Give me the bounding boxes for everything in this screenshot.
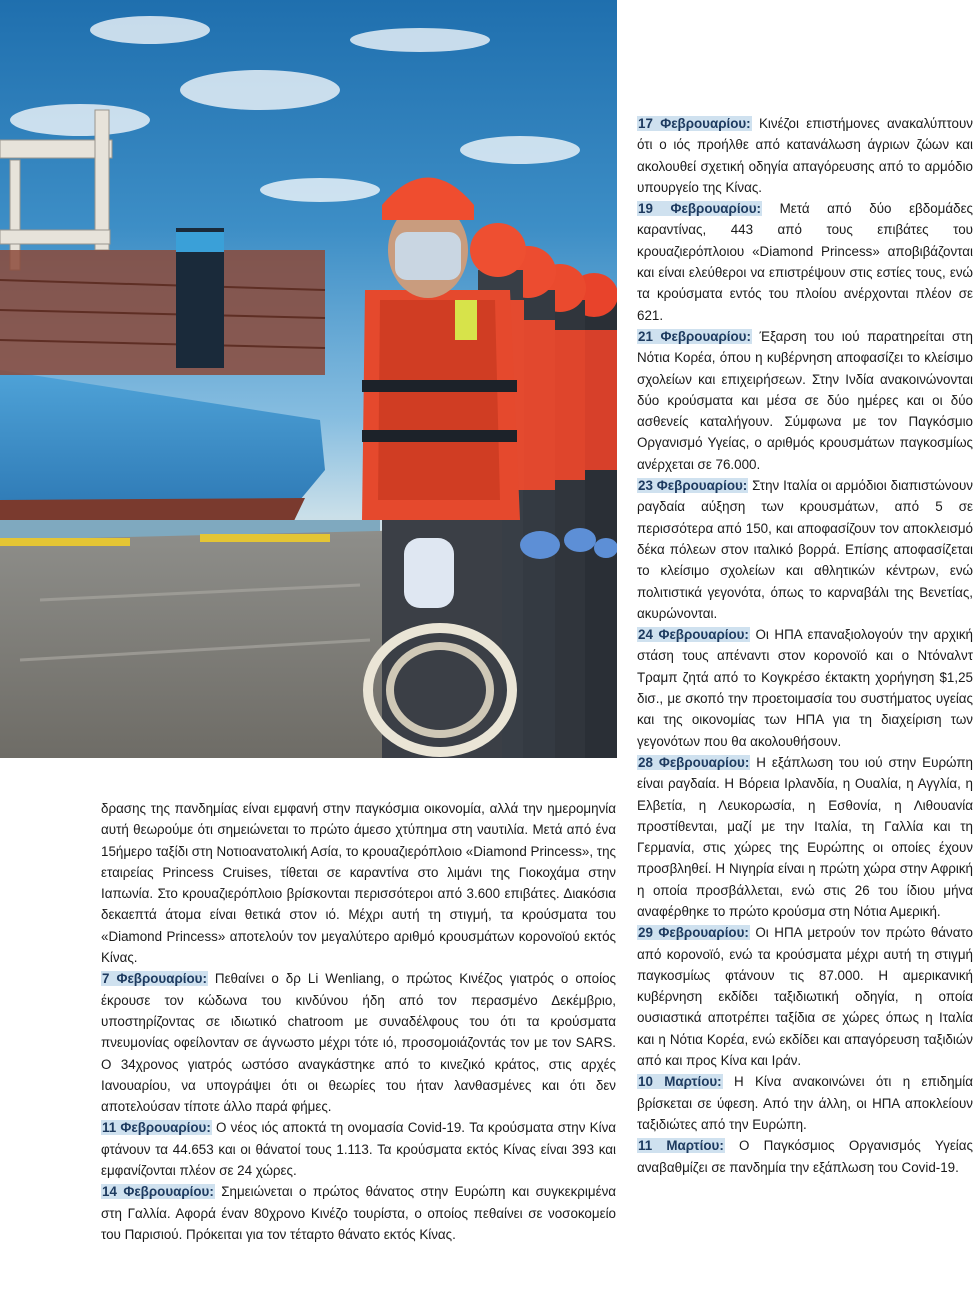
timeline-entry xyxy=(637,475,973,624)
entry-date: 29 Φεβρουαρίου: xyxy=(638,925,749,941)
timeline-entry xyxy=(637,922,973,1071)
timeline-entry xyxy=(637,113,973,198)
timeline-entry xyxy=(101,1117,616,1181)
port-workers-photo xyxy=(0,0,617,758)
entry-text: Σημειώνεται ο πρώτος θάνατος στην Ευρώπη και συγκεκριμένα στη Γαλλία. Αφορά έναν 80χρονο Κινέζο τουρίστα, ο οποίος πεθαίνει σε νοσοκομείο του Παρισιού. Πρόκειται για τον τέταρτο θάνατο εκτός Κίνας. xyxy=(101,1184,617,1242)
entry-text: Οι ΗΠΑ επαναξιολογούν την αρχική στάση τους απέναντι στον κορονοϊό και ο Ντόναλντ Τραμπ ζητά από το Κογκρέσο έκτακτη χορήγηση $1,25 δισ., με σκοπό την προετοιμασία του συστήματος υγείας και της οικονομίας των ΗΠΑ για τη διαχείριση των γεγονότων που θα ακολουθήσουν. xyxy=(637,627,973,749)
entry-date: 21 Φεβρουαρίου: xyxy=(638,328,751,344)
entry-text: Μετά από δύο εβδομάδες καραντίνας, 443 από τους επιβάτες του κρουαζιερόπλοιου «Diamond Princess» αποβιβάζονται και είναι ελεύθεροι να επιστρέψουν στις εστίες τους, ενώ τα κρούσματα εντός του πλοίου ανέρχονται πλέον σε 621. xyxy=(637,201,973,323)
intro-paragraph: δρασης της πανδημίας είναι εμφανή στην παγκόσμια οικονομία, αλλά την ημερομηνία αυτή θεωρούμε ότι σημειώνεται το πρώτο άμεσο χτύπημα στη ναυτιλία. Μετά από ένα 15ήμερο ταξίδι στη Νοτιοανατολική Ασία, το κρουαζιερόπλοιο «Diamond Princess», της εταιρείας Princess Cruises, τίθεται σε καραντίνα στο λιμάνι της Γιοκοχάμα στην Ιαπωνία. Στο κρουαζιερόπλοιο βρίσκονται περισσότεροι από 3.600 επιβάτες. Διακόσια δεκαεπτά άτομα είναι θετικά στον ιό. Μέχρι αυτή τη στιγμή, τα κρούσματα του «Diamond Princess» αποτελούν τον μεγαλύτερο αριθμό κρουσμάτων κορονοϊού εκτός Κίνας. xyxy=(101,801,616,966)
entry-text: Στην Ιταλία οι αρμόδιοι διαπιστώνουν ραγδαία αύξηση των κρουσμάτων, από 5 σε περισσότερα από 150, και αποφασίζουν τον αποκλεισμό δέκα πόλεων στον ιταλικό βορρά. Επίσης αποφασίζεται το κλείσιμο σχολείων και αθλητικών κέντρων, ενώ πολιτιστικά γεγονότα, όπως το καρναβάλι της Βενετίας, ακυρώνονται. xyxy=(637,478,973,621)
timeline-entry xyxy=(637,624,973,752)
timeline-entry xyxy=(637,1135,973,1178)
timeline-entry xyxy=(637,198,973,326)
photo-illustration xyxy=(0,0,617,758)
containers xyxy=(0,250,325,375)
timeline-entry xyxy=(101,968,616,1117)
entry-date: 10 Μαρτίου: xyxy=(638,1074,722,1090)
entry-date: 7 Φεβρουαρίου: xyxy=(102,971,207,987)
entry-text: Έξαρση του ιού παρατηρείται στη Νότια Κορέα, όπου η κυβέρνηση αποφασίζει το κλείσιμο σχολείων και επιχειρήσεων. Στην Ινδία ανακοινώνονται δύο κρούσματα και μέσα σε δύο ημέρες και οι δύο ασθενείς καταλήγουν. Σύμφωνα με τον Παγκόσμιο Οργανισμό Υγείας, ο αριθμός κρουσμάτων παγκοσμίως ανέρχεται σε 76.000. xyxy=(637,328,973,472)
timeline-entry xyxy=(101,1181,616,1245)
left-text-column xyxy=(101,798,616,1245)
timeline-entry xyxy=(637,1071,973,1135)
timeline-entry xyxy=(637,752,973,922)
entry-text: Ο Παγκόσμιος Οργανισμός Υγείας αναβαθμίζει σε πανδημία την εξάπλωση του Covid-19. xyxy=(637,1138,973,1175)
entry-text: Κινέζοι επιστήμονες ανακαλύπτουν ότι ο ιός προήλθε από κατανάλωση άγριων ζώων και ακολουθεί σχετική οδηγία απαγόρευσης από το αρμόδιο υπουργείο της Κίνας. xyxy=(637,116,973,195)
workers xyxy=(362,178,617,759)
entry-date: 14 Φεβρουαρίου: xyxy=(102,1184,214,1200)
ship-hull xyxy=(0,370,325,520)
entry-text: Οι ΗΠΑ μετρούν τον πρώτο θάνατο από κορονοϊό, ενώ τα κρούσματα μέχρι αυτή τη στιγμή παγκοσμίως φτάνουν τις 87.000. Η αμερικανική κυβέρνηση εκδίδει ταξιδιωτική οδηγία, η οποία ουσιαστικά αποτρέπει ταξίδια σε χώρες όπως η Ιταλία και η Νότια Κορέα, ενώ εκδίδει και απαγόρευση ταξιδιών από και προς Κίνα και Ιράν. xyxy=(637,925,973,1069)
dock xyxy=(0,530,420,758)
entry-text: Πεθαίνει ο δρ Li Wenliang, ο πρώτος Κινέζος γιατρός ο οποίος έκρουσε τον κώδωνα του κινδύνου ήδη από τον περασμένο Δεκέμβριο, υποστηρίζοντας σε ιδιωτικό chatroom με συναδέλφους του ότι τα κρούσματα πνευμονίας οφείλονταν σε άγνωστο μέχρι τότε ιό, προσομοιάζοντάς τον με τον SARS. Ο 34χρονος γιατρός ωστόσο αναγκάστηκε από το κινεζικό κράτος, στις αρχές Ιανουαρίου, να υπογράψει ότι οι θεωρίες του ήταν λανθασμένες και ότι δεν αποτελούσαν τίποτε άλλο παρά φήμες. xyxy=(101,971,616,1115)
entry-date: 19 Φεβρουαρίου: xyxy=(638,201,761,217)
entry-date: 28 Φεβρουαρίου: xyxy=(638,754,750,770)
entry-date: 11 Φεβρουαρίου: xyxy=(102,1120,211,1136)
right-text-column xyxy=(637,113,973,1178)
entry-date: 23 Φεβρουαρίου: xyxy=(638,478,748,494)
entry-text: Η Κίνα ανακοινώνει ότι η επιδημία βρίσκεται σε ύφεση. Από την άλλη, οι ΗΠΑ αποκλείουν ταξιδιώτες από την Ευρώπη. xyxy=(637,1074,974,1132)
entry-date: 17 Φεβρουαρίου: xyxy=(638,116,751,131)
timeline-entry xyxy=(637,326,973,475)
entry-date: 11 Μαρτίου: xyxy=(638,1138,724,1154)
entry-text: Ο νέος ιός αποκτά τη ονομασία Covid-19. Τα κρούσματα στην Κίνα φτάνουν τα 44.653 και οι θάνατοί τους 1.113. Τα κρούσματα εκτός Κίνας είναι 393 και εμφανίζονται πλέον σε 24 χώρες. xyxy=(101,1120,617,1179)
entry-text: Η εξάπλωση του ιού στην Ευρώπη είναι ραγδαία. Η Βόρεια Ιρλανδία, η Ουαλία, η Αγγλία, η Ελβετία, η Λευκορωσία, η Εσθονία, η Λιθουανία προστίθενται, μαζί με την Ιταλία, τη Γαλλία και τη Γερμανία, στις χώρες της Ευρώπης οι οποίες έχουν προσβληθεί. Η Νιγηρία είναι η πρώτη χώρα στην Αφρική η οποία προσβάλλεται, ενώ στις 26 του ίδιου μήνα αναφέρθηκε το πρώτο κρούσμα στη Νότια Αμερική. xyxy=(637,754,974,919)
entry-date: 24 Φεβρουαρίου: xyxy=(638,627,749,643)
